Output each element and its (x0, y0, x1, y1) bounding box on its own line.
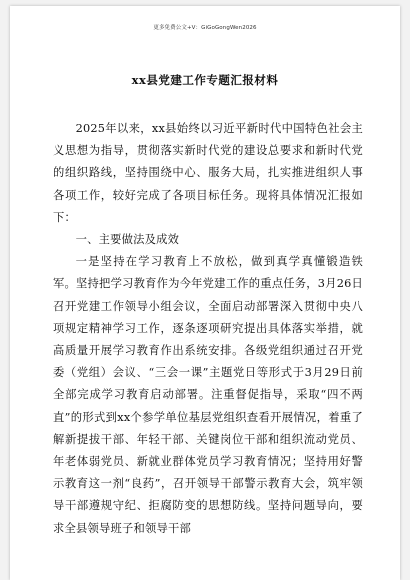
intro-paragraph: 2025年以来，xx县始终以习近平新时代中国特色社会主义思想为指导，贯彻落实新时代党的建设总要求和新时代党的组织路线，坚持围绕中心、服务大局，扎实推进组织人事各项工作，较好完成了各项目标任务。现将具体情况汇报如下： (53, 122, 363, 224)
section-heading: 一、主要做法及成效 (75, 233, 180, 247)
document-body (53, 118, 363, 540)
document-title: xx县党建工作专题汇报材料 (131, 73, 279, 87)
header-note: 更多免费公文+V：GiGoGongWen2026 (153, 25, 257, 31)
document-page (10, 6, 400, 580)
body-paragraph: 一是坚持在学习教育上不放松，做到真学真懂锻造铁军。坚持把学习教育作为今年党建工作的重点任务，3月26日召开党建工作领导小组会议，全面启动部署深入贯彻中央八项规定精神学习工作，逐条逐项研究提出具体落实举措，就高质量开展学习教育作出系统安排。各级党组织通过召开党委（党组）会议、“三会一课”主题党日等形式于3月29日前全部完成学习教育启动部署。注重督促指导，采取“四不两直”的形式到xx个参学单位基层党组织查看开展情况，着重了解新提拔干部、年轻干部、关键岗位干部和组织流动党员、年老体弱党员、新就业群体党员学习教育情况；坚持用好警示教育这一剂“良药”，召开领导干部警示教育大会，筑牢领导干部遵规守纪、拒腐防变的思想防线。坚持问题导向，要求全县领导班子和领导干部 (53, 255, 363, 535)
